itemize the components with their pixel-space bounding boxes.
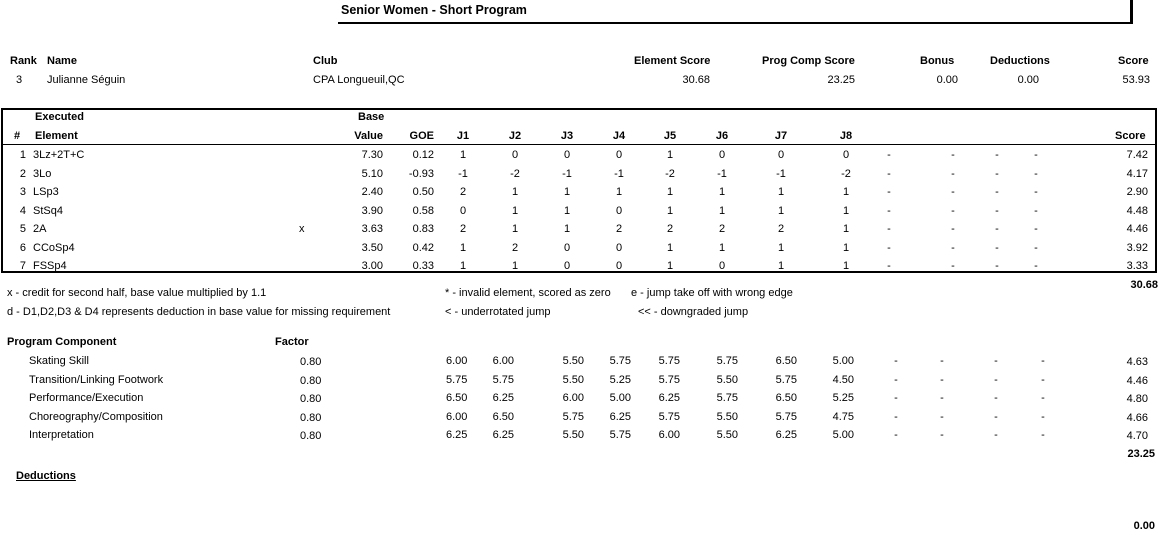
element-empty-judge-mark: - <box>951 204 955 217</box>
component-score: 4.63 <box>1126 356 1148 368</box>
component-judge-mark: 4.75 <box>832 410 854 423</box>
element-empty-judge-mark: - <box>887 204 891 217</box>
element-score: 4.48 <box>1126 204 1148 217</box>
component-judge-mark: 5.75 <box>716 355 738 367</box>
element-base-value: 2.40 <box>361 186 383 198</box>
element-judge-mark: 1 <box>842 260 850 272</box>
element-judge-mark: 1 <box>563 186 571 198</box>
component-empty-judge-mark: - <box>940 429 944 441</box>
component-empty-judge-mark: - <box>894 392 898 404</box>
element-judge-mark: 1 <box>842 186 850 198</box>
element-num: 3 <box>19 186 26 198</box>
skater-bonus: 0.00 <box>936 74 958 86</box>
component-name: Performance/Execution <box>29 392 144 404</box>
element-judge-mark: 1 <box>777 204 785 217</box>
element-num: 2 <box>19 167 26 180</box>
component-empty-judge-mark: - <box>894 410 898 423</box>
element-empty-judge-mark: - <box>951 149 955 161</box>
score-header: Score <box>1118 55 1149 67</box>
component-judge-mark: 5.75 <box>775 410 797 423</box>
element-empty-judge-mark: - <box>1034 204 1038 217</box>
element-judge-mark: 1 <box>842 204 850 217</box>
element-judge-mark: 0 <box>459 204 467 217</box>
element-judge-mark: 2 <box>459 223 467 235</box>
legend-x-note: x - credit for second half, base value multiplied by 1.1 <box>7 287 267 299</box>
element-score: 3.33 <box>1126 260 1148 272</box>
element-judge-mark: 0 <box>511 149 519 161</box>
deductions-total: 0.00 <box>1133 520 1155 532</box>
component-empty-judge-mark: - <box>940 410 944 423</box>
component-score: 4.70 <box>1126 430 1148 442</box>
program-component-header: Program Component <box>7 336 117 348</box>
component-score: 4.80 <box>1126 393 1148 405</box>
skater-element-score: 30.68 <box>682 74 710 86</box>
element-mark: x <box>299 223 305 235</box>
element-num: 1 <box>19 149 26 161</box>
element-empty-judge-mark: - <box>951 260 955 272</box>
component-judge-mark: 5.50 <box>716 373 738 386</box>
component-factor: 0.80 <box>300 356 322 368</box>
prog-comp-score-header: Prog Comp Score <box>762 55 855 67</box>
num-header: # <box>14 130 21 142</box>
skater-club: CPA Longueuil,QC <box>313 74 405 86</box>
element-empty-judge-mark: - <box>887 167 891 180</box>
component-judge-mark: 5.75 <box>609 355 631 367</box>
element-empty-judge-mark: - <box>887 223 891 235</box>
element-judge-mark: 1 <box>666 186 674 198</box>
component-judge-mark: 6.50 <box>492 410 514 423</box>
element-empty-judge-mark: - <box>887 186 891 198</box>
component-factor: 0.80 <box>300 411 322 424</box>
element-empty-judge-mark: - <box>951 241 955 254</box>
element-judge-mark: 1 <box>718 204 726 217</box>
element-empty-judge-mark: - <box>995 186 999 198</box>
judge-header: J6 <box>715 130 729 142</box>
judge-header: J2 <box>508 130 522 142</box>
component-judge-mark: 5.75 <box>658 373 680 386</box>
element-empty-judge-mark: - <box>995 167 999 180</box>
component-judge-mark: 6.00 <box>446 355 468 367</box>
element-judge-mark: 2 <box>511 241 519 254</box>
element-judge-mark: 1 <box>563 204 571 217</box>
component-empty-judge-mark: - <box>1041 410 1045 423</box>
judge-header: J8 <box>839 130 853 142</box>
component-judge-mark: 6.50 <box>775 355 797 367</box>
component-judge-mark: 5.75 <box>716 392 738 404</box>
component-judge-mark: 6.25 <box>492 429 514 441</box>
component-empty-judge-mark: - <box>994 392 998 404</box>
element-empty-judge-mark: - <box>951 223 955 235</box>
component-empty-judge-mark: - <box>994 355 998 367</box>
element-name: CCoSp4 <box>33 241 75 254</box>
component-name: Skating Skill <box>29 355 89 367</box>
component-judge-mark: 5.50 <box>716 429 738 441</box>
element-num: 6 <box>19 241 26 254</box>
element-judge-mark: 1 <box>842 241 850 254</box>
component-judge-mark: 5.75 <box>775 373 797 386</box>
component-empty-judge-mark: - <box>894 355 898 367</box>
element-judge-mark: 0 <box>777 149 785 161</box>
component-empty-judge-mark: - <box>994 429 998 441</box>
element-empty-judge-mark: - <box>995 149 999 161</box>
component-score: 4.66 <box>1126 411 1148 424</box>
element-empty-judge-mark: - <box>995 241 999 254</box>
element-name: 2A <box>33 223 47 235</box>
component-name: Choreography/Composition <box>29 410 163 423</box>
element-score: 3.92 <box>1126 241 1148 254</box>
goe-header: GOE <box>409 130 434 142</box>
element-empty-judge-mark: - <box>1034 149 1038 161</box>
element-base-value: 3.50 <box>361 241 383 254</box>
element-score: 7.42 <box>1126 149 1148 161</box>
element-empty-judge-mark: - <box>951 186 955 198</box>
component-judge-mark: 6.25 <box>446 429 468 441</box>
element-judge-mark: 0 <box>615 204 623 217</box>
element-score: 4.46 <box>1126 223 1148 235</box>
element-empty-judge-mark: - <box>887 149 891 161</box>
element-judge-mark: 1 <box>511 204 519 217</box>
components-total: 23.25 <box>1127 448 1155 460</box>
element-empty-judge-mark: - <box>1034 260 1038 272</box>
component-factor: 0.80 <box>300 430 322 442</box>
element-goe: -0.93 <box>408 167 434 180</box>
component-judge-mark: 5.50 <box>562 355 584 367</box>
element-num: 7 <box>19 260 26 272</box>
component-judge-mark: 5.25 <box>609 373 631 386</box>
element-name: LSp3 <box>33 186 59 198</box>
component-judge-mark: 6.50 <box>446 392 468 404</box>
elements-total: 30.68 <box>1130 279 1158 291</box>
element-base-value: 5.10 <box>361 167 383 180</box>
skater-score: 53.93 <box>1122 74 1150 86</box>
component-factor: 0.80 <box>300 374 322 387</box>
judge-header: J4 <box>612 130 626 142</box>
element-base-value: 3.63 <box>361 223 383 235</box>
element-judge-mark: 1 <box>842 223 850 235</box>
judge-header: J5 <box>663 130 677 142</box>
component-judge-mark: 5.50 <box>562 373 584 386</box>
component-empty-judge-mark: - <box>1041 373 1045 386</box>
element-judge-mark: 0 <box>615 149 623 161</box>
element-judge-mark: 1 <box>718 241 726 254</box>
component-empty-judge-mark: - <box>894 429 898 441</box>
element-judge-mark: -2 <box>510 167 520 180</box>
legend-edge-note: e - jump take off with wrong edge <box>631 287 793 299</box>
element-empty-judge-mark: - <box>1034 167 1038 180</box>
component-empty-judge-mark: - <box>940 392 944 404</box>
element-goe: 0.83 <box>412 223 434 235</box>
element-judge-mark: 1 <box>666 149 674 161</box>
component-judge-mark: 5.25 <box>832 392 854 404</box>
legend-under-note: < - underrotated jump <box>445 306 551 318</box>
skater-prog-comp-score: 23.25 <box>827 74 855 86</box>
component-judge-mark: 5.75 <box>492 373 514 386</box>
component-judge-mark: 5.00 <box>832 429 854 441</box>
component-empty-judge-mark: - <box>1041 355 1045 367</box>
element-judge-mark: 2 <box>777 223 785 235</box>
element-judge-mark: 1 <box>777 241 785 254</box>
component-judge-mark: 5.75 <box>658 355 680 367</box>
legend-down-note: << - downgraded jump <box>638 306 749 318</box>
element-name: FSSp4 <box>33 260 67 272</box>
element-judge-mark: 0 <box>842 149 850 161</box>
skater-rank: 3 <box>16 74 23 86</box>
element-base-value: 3.00 <box>361 260 383 272</box>
element-judge-mark: -1 <box>458 167 468 180</box>
element-goe: 0.33 <box>412 260 434 272</box>
element-empty-judge-mark: - <box>995 223 999 235</box>
legend-invalid-note: * - invalid element, scored as zero <box>445 287 611 299</box>
component-judge-mark: 6.00 <box>492 355 514 367</box>
club-header: Club <box>313 55 338 67</box>
element-judge-mark: 2 <box>666 223 674 235</box>
element-empty-judge-mark: - <box>887 260 891 272</box>
element-judge-mark: -1 <box>562 167 572 180</box>
component-judge-mark: 6.25 <box>609 410 631 423</box>
element-goe: 0.42 <box>412 241 434 254</box>
element-name: 3Lo <box>33 167 52 180</box>
component-judge-mark: 5.00 <box>609 392 631 404</box>
element-judge-mark: 1 <box>718 186 726 198</box>
element-judge-mark: -1 <box>717 167 727 180</box>
element-score: 4.17 <box>1126 167 1148 180</box>
executed-header: Executed <box>35 111 84 123</box>
element-judge-mark: 1 <box>777 186 785 198</box>
element-judge-mark: 0 <box>718 149 726 161</box>
component-judge-mark: 4.50 <box>832 373 854 386</box>
element-judge-mark: 2 <box>615 223 623 235</box>
element-empty-judge-mark: - <box>995 204 999 217</box>
element-num: 4 <box>19 204 26 217</box>
component-empty-judge-mark: - <box>940 373 944 386</box>
rank-header: Rank <box>10 55 37 67</box>
elements-header-divider <box>3 144 1155 145</box>
element-judge-mark: -2 <box>665 167 675 180</box>
component-factor: 0.80 <box>300 393 322 405</box>
component-score: 4.46 <box>1126 374 1148 387</box>
element-judge-mark: 1 <box>459 149 467 161</box>
component-judge-mark: 5.75 <box>446 373 468 386</box>
component-judge-mark: 5.75 <box>562 410 584 423</box>
element-judge-mark: 0 <box>563 149 571 161</box>
element-num: 5 <box>19 223 26 235</box>
element-judge-mark: 1 <box>511 260 519 272</box>
judge-header: J1 <box>456 130 470 142</box>
skater-deductions: 0.00 <box>1017 74 1039 86</box>
element-judge-mark: 0 <box>563 241 571 254</box>
bonus-header: Bonus <box>920 55 955 67</box>
element-empty-judge-mark: - <box>1034 186 1038 198</box>
element-score: 2.90 <box>1126 186 1148 198</box>
value-header: Value <box>354 130 383 142</box>
element-judge-mark: 1 <box>666 241 674 254</box>
component-empty-judge-mark: - <box>1041 429 1045 441</box>
element-judge-mark: 1 <box>615 186 623 198</box>
component-name: Transition/Linking Footwork <box>29 373 164 386</box>
legend-d-note: d - D1,D2,D3 & D4 represents deduction in base value for missing requirement <box>7 306 391 318</box>
component-judge-mark: 6.00 <box>446 410 468 423</box>
element-judge-mark: 0 <box>718 260 726 272</box>
element-judge-mark: -2 <box>841 167 851 180</box>
component-judge-mark: 5.50 <box>562 429 584 441</box>
elements-score-header: Score <box>1115 130 1146 142</box>
element-judge-mark: 1 <box>666 260 674 272</box>
deductions-label: Deductions <box>16 470 76 482</box>
element-empty-judge-mark: - <box>1034 241 1038 254</box>
component-judge-mark: 5.75 <box>658 410 680 423</box>
component-judge-mark: 5.00 <box>832 355 854 367</box>
judge-header: J7 <box>774 130 788 142</box>
element-judge-mark: 2 <box>459 186 467 198</box>
element-empty-judge-mark: - <box>951 167 955 180</box>
component-empty-judge-mark: - <box>894 373 898 386</box>
component-judge-mark: 6.00 <box>658 429 680 441</box>
component-empty-judge-mark: - <box>940 355 944 367</box>
element-judge-mark: 1 <box>459 241 467 254</box>
element-goe: 0.12 <box>412 149 434 161</box>
element-score-header: Element Score <box>634 55 711 67</box>
base-header: Base <box>358 111 385 123</box>
element-header: Element <box>35 130 78 142</box>
element-judge-mark: 1 <box>666 204 674 217</box>
element-judge-mark: 1 <box>563 223 571 235</box>
element-base-value: 7.30 <box>361 149 383 161</box>
element-judge-mark: 1 <box>777 260 785 272</box>
component-judge-mark: 6.25 <box>775 429 797 441</box>
element-judge-mark: -1 <box>776 167 786 180</box>
element-name: 3Lz+2T+C <box>33 149 85 161</box>
element-judge-mark: 1 <box>459 260 467 272</box>
component-judge-mark: 5.75 <box>609 429 631 441</box>
element-judge-mark: 1 <box>511 223 519 235</box>
deductions-header: Deductions <box>990 55 1050 67</box>
component-judge-mark: 6.25 <box>658 392 680 404</box>
element-judge-mark: 0 <box>615 241 623 254</box>
component-name: Interpretation <box>29 429 94 441</box>
element-name: StSq4 <box>33 204 63 217</box>
judge-header: J3 <box>560 130 574 142</box>
element-judge-mark: 0 <box>563 260 571 272</box>
element-judge-mark: 0 <box>615 260 623 272</box>
page-title: Senior Women - Short Program <box>341 3 527 17</box>
element-empty-judge-mark: - <box>887 241 891 254</box>
element-goe: 0.58 <box>412 204 434 217</box>
component-judge-mark: 6.50 <box>775 392 797 404</box>
element-empty-judge-mark: - <box>995 260 999 272</box>
component-judge-mark: 5.50 <box>716 410 738 423</box>
skater-name: Julianne Séguin <box>47 74 126 86</box>
factor-header: Factor <box>275 336 309 348</box>
element-base-value: 3.90 <box>361 204 383 217</box>
name-header: Name <box>47 55 77 67</box>
element-empty-judge-mark: - <box>1034 223 1038 235</box>
element-judge-mark: -1 <box>614 167 624 180</box>
element-judge-mark: 1 <box>511 186 519 198</box>
component-judge-mark: 6.00 <box>562 392 584 404</box>
element-goe: 0.50 <box>412 186 434 198</box>
component-judge-mark: 6.25 <box>492 392 514 404</box>
component-empty-judge-mark: - <box>994 373 998 386</box>
component-empty-judge-mark: - <box>994 410 998 423</box>
element-judge-mark: 2 <box>718 223 726 235</box>
component-empty-judge-mark: - <box>1041 392 1045 404</box>
